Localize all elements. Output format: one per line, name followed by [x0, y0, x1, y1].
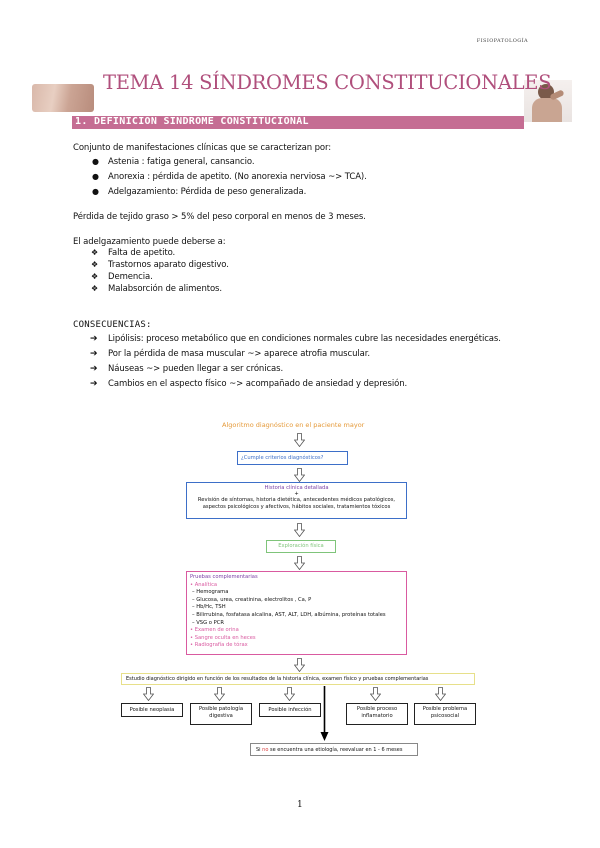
arrow-bullet-icon: ➔	[90, 364, 98, 374]
down-arrow-icon	[370, 687, 381, 701]
arrow-bullet-icon: ➔	[90, 349, 98, 359]
down-arrow-icon	[294, 523, 305, 537]
down-arrow-icon	[294, 556, 305, 570]
diamond-bullet-icon: ❖	[91, 272, 99, 281]
page-title: TEMA 14 SÍNDROMES CONSTITUCIONALES	[103, 71, 552, 94]
outcome-box: Posible proceso inflamatorio	[346, 703, 408, 725]
cause-item: Falta de apetito.	[108, 248, 176, 258]
consequence-item: Lipólisis: proceso metabólico que en condiciones normales cubre las necesidades energéticas.	[108, 334, 501, 344]
bullet-dot: ●	[92, 187, 99, 196]
diamond-bullet-icon: ❖	[91, 260, 99, 269]
outcome-box: Posible problema psicosocial	[414, 703, 476, 725]
consequence-item: Cambios en el aspecto físico ~> acompañado de ansiedad y depresión.	[108, 379, 408, 389]
study-box: Estudio diagnóstico dirigido en función de los resultados de la historia clínica, examen físico y pruebas complementarias	[121, 673, 475, 685]
consequences-heading: CONSECUENCIAS:	[73, 320, 152, 330]
down-arrow-icon	[294, 433, 305, 447]
outcome-box: Posible infección	[259, 703, 321, 717]
weight-loss-text: Pérdida de tejido graso > 5% del peso corporal en menos de 3 meses.	[73, 212, 366, 222]
flowchart-title: Algoritmo diagnóstico en el paciente mayor	[222, 421, 365, 429]
bullet-dot: ●	[92, 172, 99, 181]
outcome-box: Posible patología digestiva	[190, 703, 252, 725]
cause-item: Malabsorción de alimentos.	[108, 284, 222, 294]
section-heading-bar	[72, 116, 524, 129]
diamond-bullet-icon: ❖	[91, 284, 99, 293]
cause-item: Demencia.	[108, 272, 153, 282]
intro-text: Conjunto de manifestaciones clínicas que se caracterizan por:	[73, 143, 332, 153]
down-arrow-icon	[143, 687, 154, 701]
down-arrow-icon	[294, 468, 305, 482]
criteria-box: ¿Cumple criterios diagnósticos?	[237, 451, 348, 465]
section-heading: 1. DEFINICION SINDROME CONSTITUCIONAL	[75, 116, 309, 127]
down-arrow-icon	[284, 687, 295, 701]
list-item: Astenia : fatiga general, cansancio.	[108, 157, 255, 167]
consequence-item: Náuseas ~> pueden llegar a ser crónicas.	[108, 364, 284, 374]
history-box: Historia clínica detallada + Revisión de síntomas, historia dietética, antecedentes médicos patológicos, aspectos psicológicos y afectivos, hábitos sociales, tratamientos tóxicos	[186, 482, 407, 519]
list-item: Anorexia : pérdida de apetito. (No anorexia nerviosa ~> TCA).	[108, 172, 367, 182]
down-arrow-icon	[214, 687, 225, 701]
bullet-dot: ●	[92, 157, 99, 166]
arrow-bullet-icon: ➔	[90, 379, 98, 389]
cause-item: Trastornos aparato digestivo.	[108, 260, 229, 270]
consequence-item: Por la pérdida de masa muscular ~> aparece atrofia muscular.	[108, 349, 370, 359]
final-box: Si no se encuentra una etiología, reevaluar en 1 - 6 meses	[250, 743, 418, 756]
header-photo-left	[32, 84, 94, 112]
exploration-box: Exploración física	[266, 540, 336, 553]
down-arrow-icon	[435, 687, 446, 701]
diamond-bullet-icon: ❖	[91, 248, 99, 257]
page-number: 1	[297, 800, 303, 810]
long-down-arrow-icon	[320, 686, 329, 742]
arrow-bullet-icon: ➔	[90, 334, 98, 344]
tests-box: Pruebas complementarias • Analítica – Hemograma – Glucosa, urea, creatinina, electrolitos , Ca, P – Hb/Hc, TSH – Bilirrubina, fosfatasa alcalina, AST, ALT, LDH, albúmina, proteínas totales – VSG o PCR • Examen de orina • Sangre oculta en heces • Radiografía de tórax	[186, 571, 407, 655]
causes-intro: El adelgazamiento puede deberse a:	[73, 237, 226, 247]
running-header: FISIOPATOLOGÍA	[476, 38, 528, 44]
outcome-box: Posible neoplasia	[121, 703, 183, 717]
down-arrow-icon	[294, 658, 305, 672]
list-item: Adelgazamiento: Pérdida de peso generalizada.	[108, 187, 307, 197]
